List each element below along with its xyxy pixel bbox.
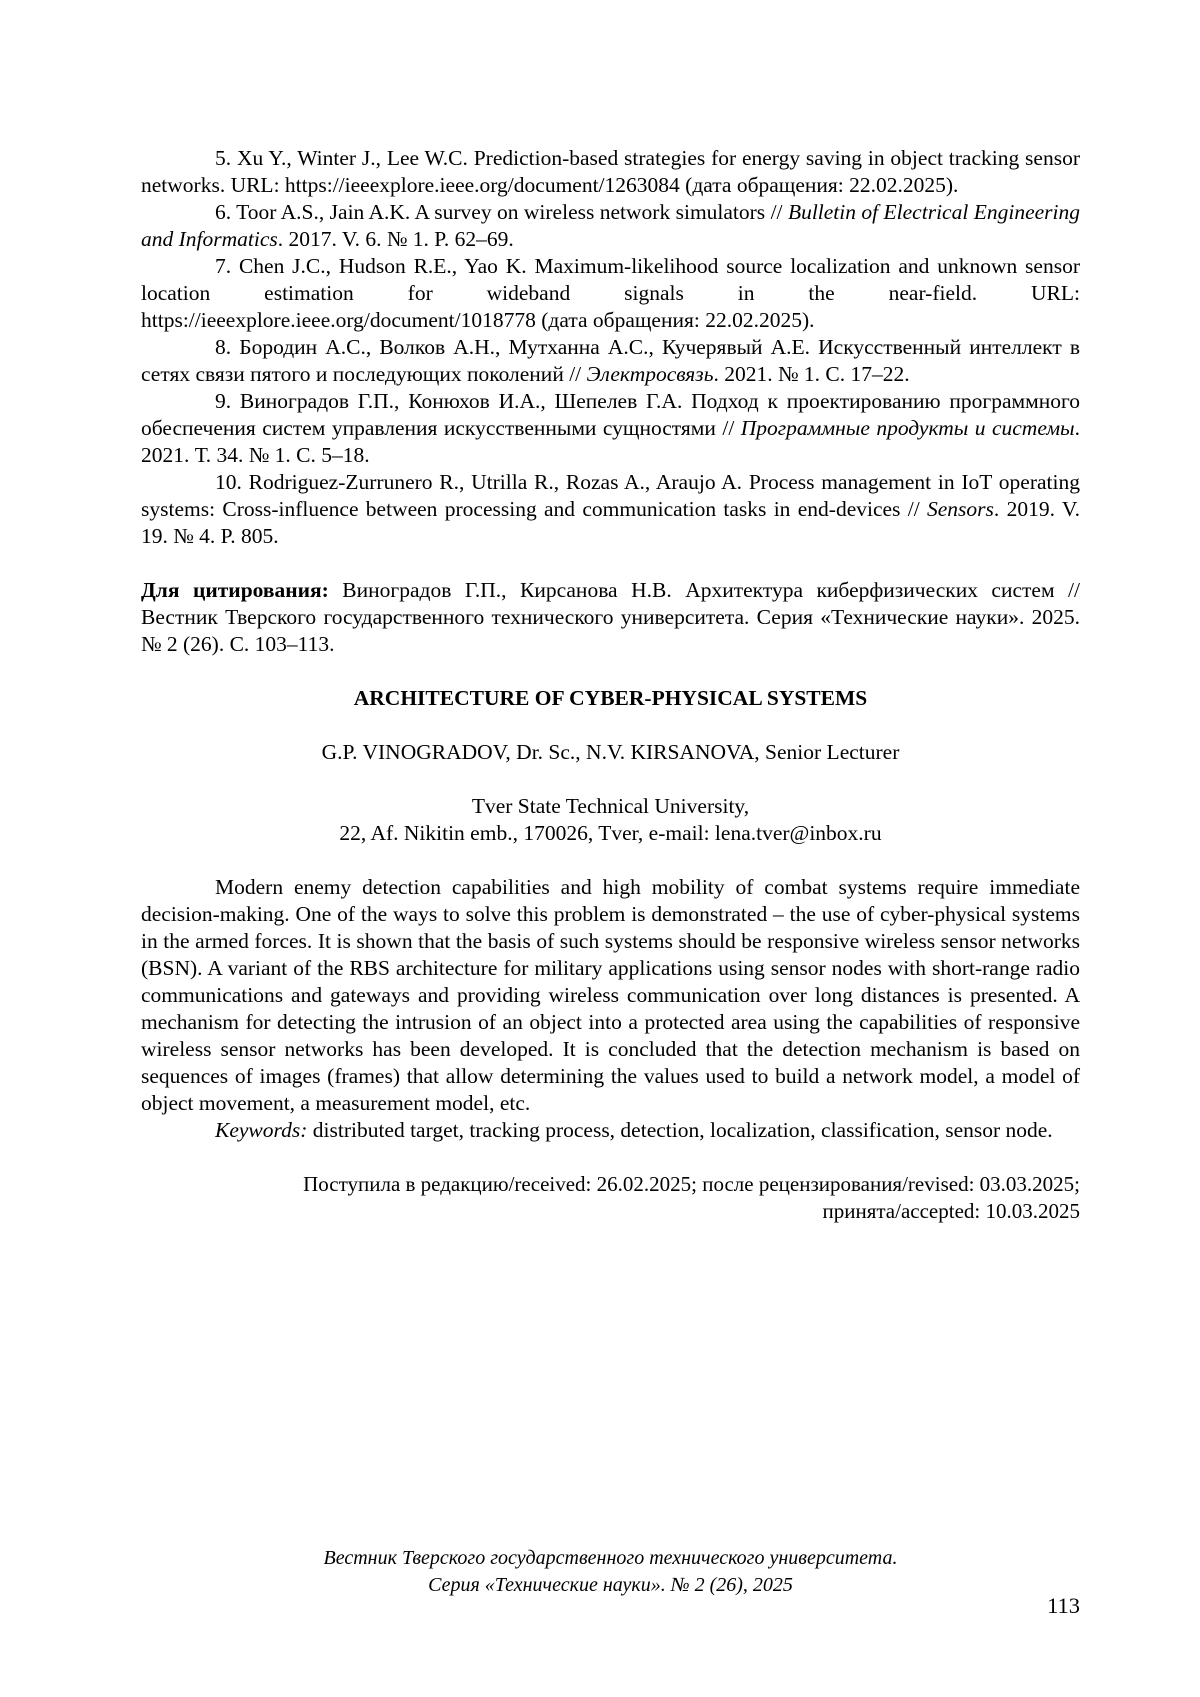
reference-text: 6. Toor A.S., Jain A.K. A survey on wireless network simulators //: [215, 200, 788, 224]
reference-text: 10. Rodriguez-Zurrunero R., Utrilla R., Rozas A., Araujo A. Process management in IoT operating systems: Cross-influence between processing and communication tasks in end-devices //: [141, 470, 1080, 521]
reference-text: . 2017. V. 6. № 1. P. 62–69.: [277, 227, 514, 251]
footer-series-issue: Серия «Технические науки». № 2 (26), 2025: [428, 1574, 793, 1596]
article-title-en: ARCHITECTURE OF CYBER-PHYSICAL SYSTEMS: [353, 686, 868, 710]
reference-journal-name: Программные продукты и системы: [740, 416, 1075, 440]
submission-dates-block: [141, 1171, 1080, 1225]
citation-text: Виноградов Г.П., Кирсанова Н.В. Архитектура киберфизических систем // Вестник Тверского государственного технического университета. Серия «Технические науки». 2025. № 2 (26). С. 103–113.: [141, 578, 1081, 656]
affiliation-block: [141, 793, 1080, 847]
reference-text: 5. Xu Y., Winter J., Lee W.C. Prediction-based strategies for energy saving in object tracking sensor networks. URL: https://ieeexplore.ieee.org/document/1263084 (дата обращения: 22.02.2025).: [141, 146, 1080, 197]
received-revised-line: Поступила в редакцию/received: 26.02.2025; после рецензирования/revised: 03.03.2025;: [303, 1172, 1080, 1196]
reference-item-9: [141, 388, 1080, 469]
reference-item-7: [141, 253, 1080, 334]
accepted-line: принята/accepted: 10.03.2025: [822, 1199, 1080, 1223]
reference-item-6: [141, 199, 1080, 253]
reference-text: 8. Бородин А.С., Волков А.Н., Мутханна А.С., Кучерявый А.Е. Искусственный интеллект в сетях связи пятого и последующих поколений //: [141, 335, 1080, 386]
abstract-paragraph: Modern enemy detection capabilities and high mobility of combat systems require immediate decision-making. One of the ways to solve this problem is demonstrated – the use of cyber-physical systems in the armed forces. It is shown that the basis of such systems should be responsive wireless sensor networks (BSN). A variant of the RBS architecture for military applications using sensor nodes with short-range radio communications and gateways and providing wireless communication over long distances is presented. A mechanism for detecting the intrusion of an object into a protected area using the capabilities of responsive wireless sensor networks has been developed. It is concluded that the detection mechanism is based on sequences of images (frames) that allow determining the values used to build a network model, a model of object movement, a measurement model, etc.: [141, 875, 1080, 1115]
affiliation-university: Tver State Technical University,: [471, 794, 750, 818]
reference-item-5: [141, 145, 1080, 199]
citation-paragraph: [141, 577, 1080, 658]
reference-text: . 2019. V. 19. № 4. P. 805.: [141, 497, 1080, 548]
keywords-label: Keywords:: [215, 1118, 308, 1142]
reference-text: 9. Виноградов Г.П., Конюхов И.А., Шепелев Г.А. Подход к проектированию программного обеспечения систем управления искусственными сущностями //: [141, 389, 1080, 440]
citation-label: Для цитирования:: [141, 578, 329, 602]
page-number: 113: [1047, 1593, 1080, 1618]
reference-journal-name: Bulletin of Electrical Engineering and Informatics: [141, 200, 1080, 251]
reference-journal-name: Sensors: [926, 497, 994, 521]
reference-item-8: [141, 334, 1080, 388]
reference-text: . 2021. Т. 34. № 1. С. 5–18.: [141, 416, 1080, 467]
authors-line: G.P. VINOGRADOV, Dr. Sc., N.V. KIRSANOVA, Senior Lecturer: [321, 740, 900, 764]
keywords-text: distributed target, tracking process, detection, localization, classification, sensor node.: [307, 1118, 1053, 1142]
references-section: [141, 145, 1080, 550]
journal-footer: [141, 1545, 1080, 1599]
footer-journal-name: Вестник Тверского государственного технического университета.: [323, 1547, 898, 1569]
reference-text: . 2021. № 1. С. 17–22.: [713, 362, 910, 386]
keywords-paragraph: [141, 1117, 1080, 1144]
reference-item-10: [141, 469, 1080, 550]
reference-text: 7. Chen J.C., Hudson R.E., Yao K. Maximum-likelihood source localization and unknown sensor location estimation for wideband signals in the near-field. URL: https://ieeexplore.ieee.org/document/1018778 (дата обращения: 22.02.2025).: [141, 254, 1080, 332]
reference-journal-name: Электросвязь: [586, 362, 714, 386]
affiliation-address-email: 22, Af. Nikitin emb., 170026, Tver, e-mail: lena.tver@inbox.ru: [339, 821, 882, 845]
